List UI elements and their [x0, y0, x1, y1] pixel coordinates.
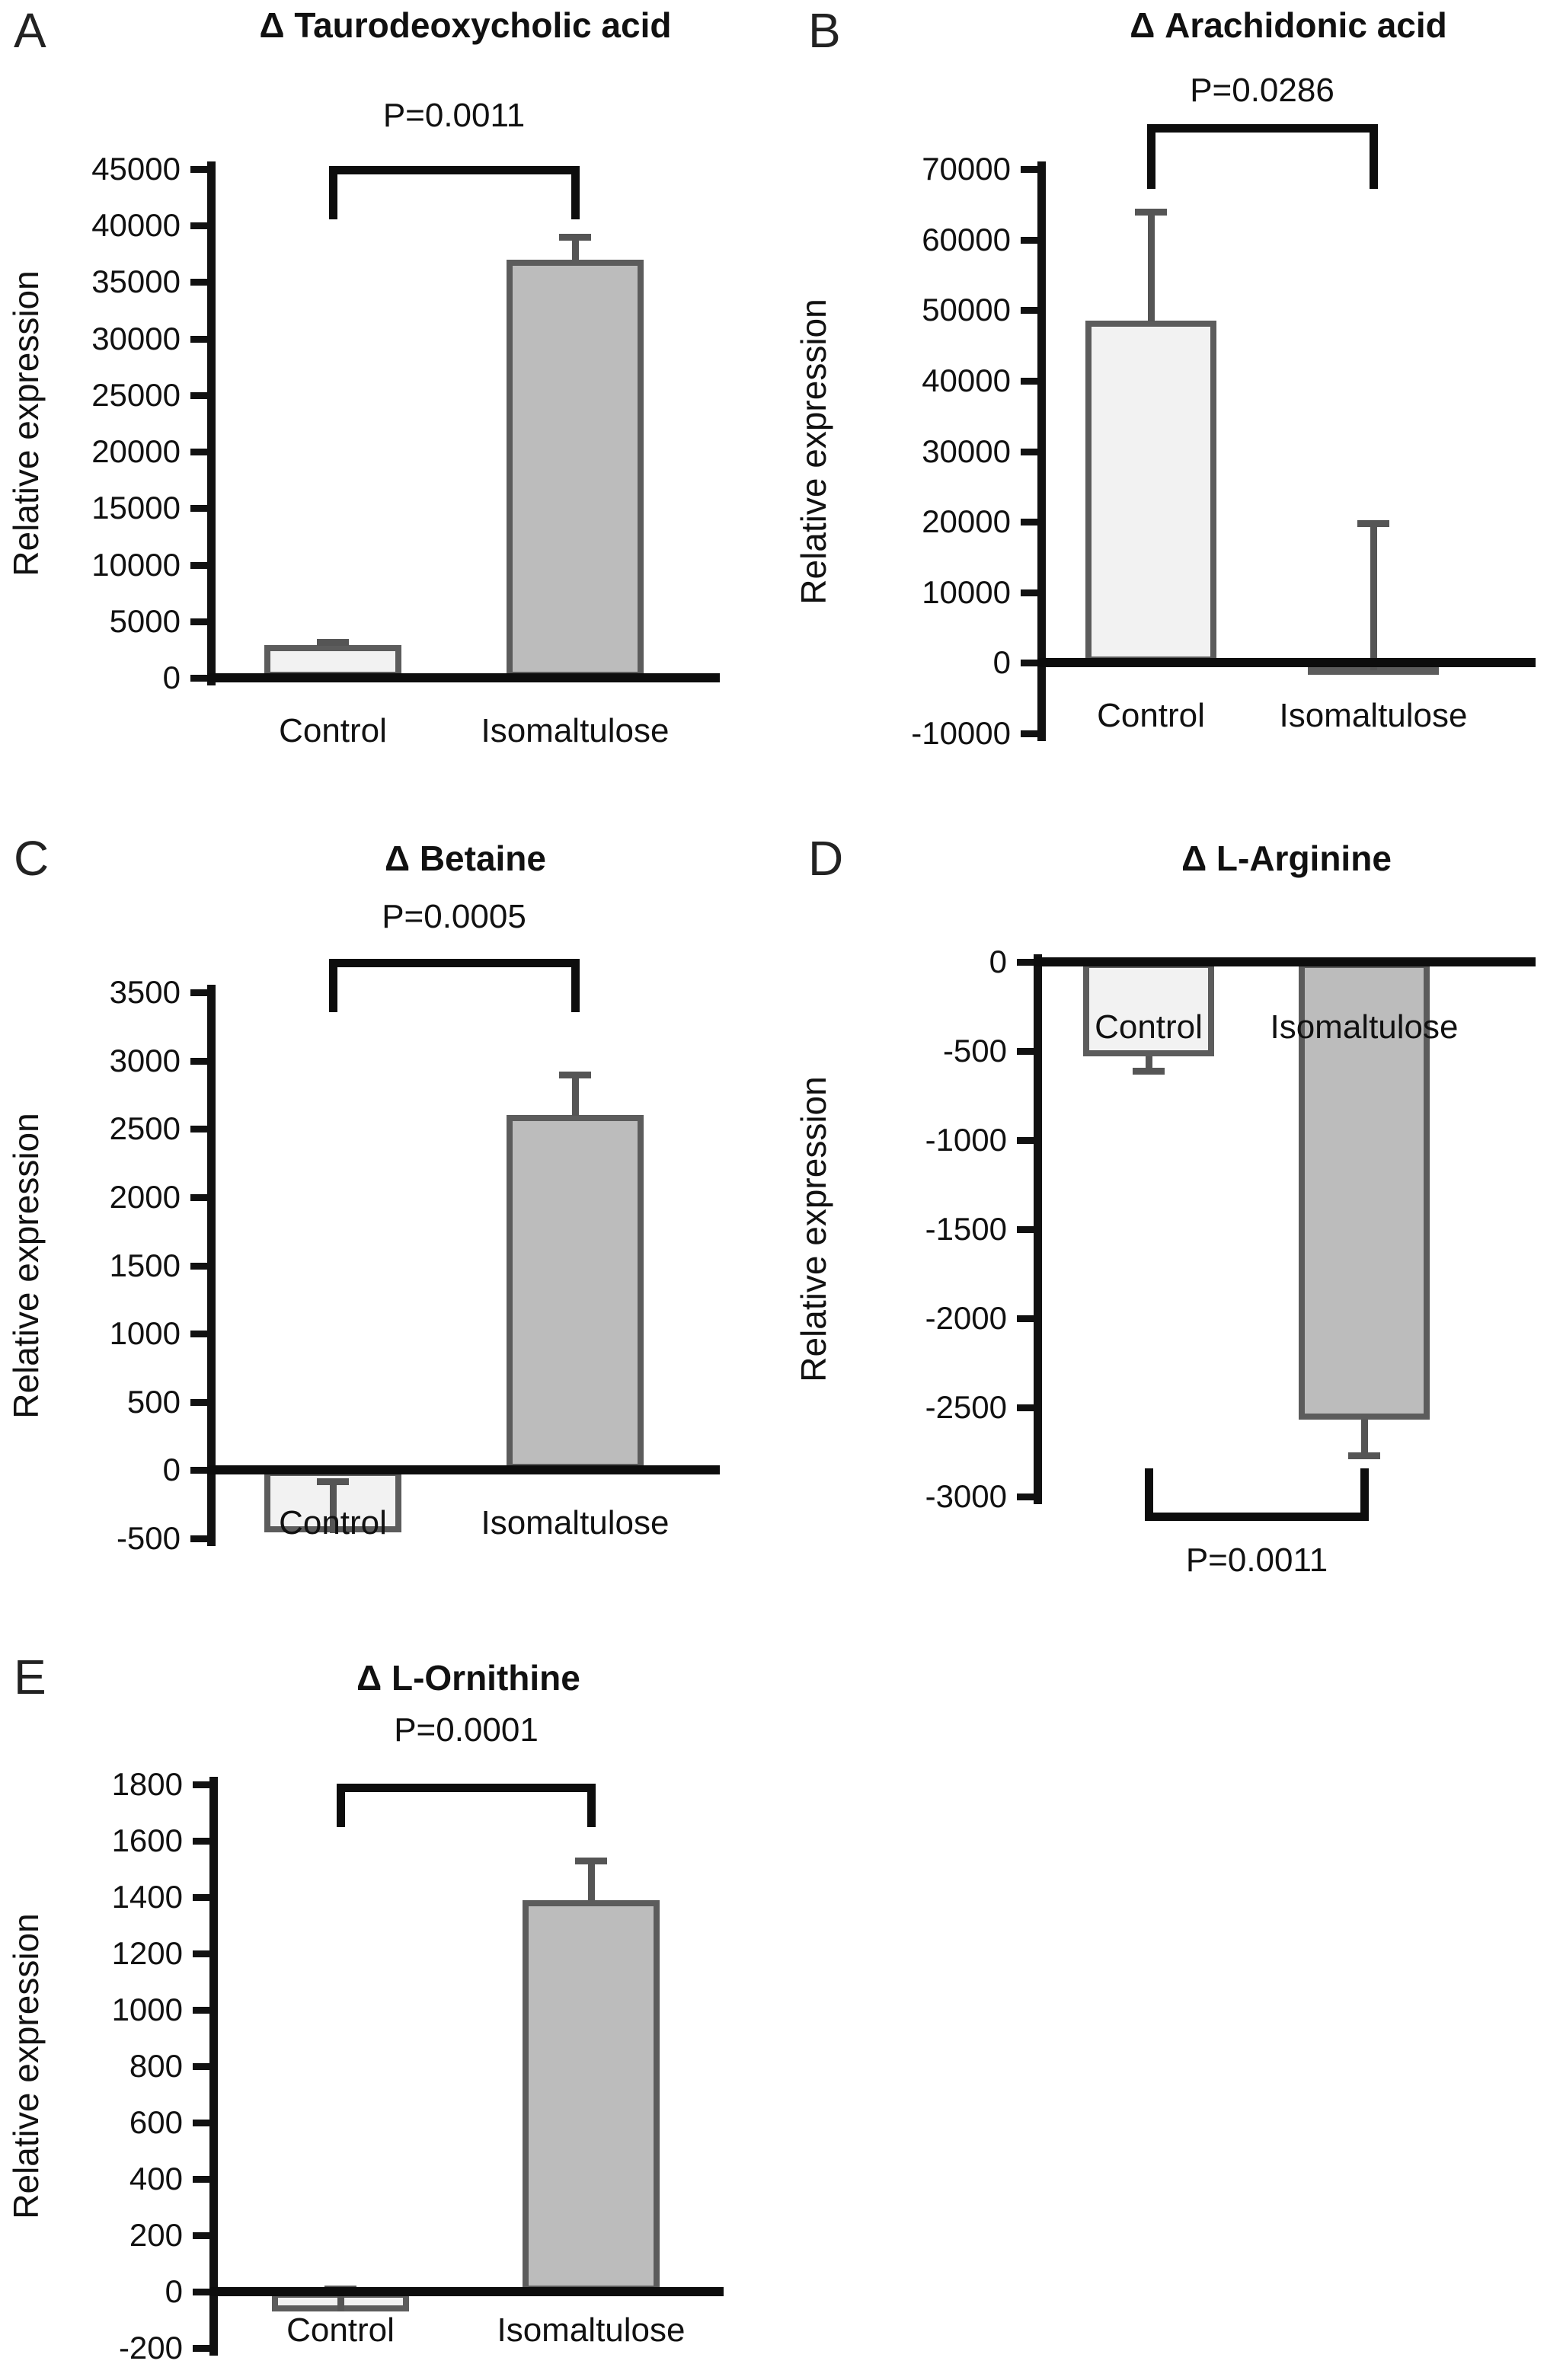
- significance-bracket-leg: [1370, 128, 1378, 189]
- y-tick-label: -1500: [925, 1211, 1007, 1247]
- y-tick-label: -1000: [925, 1122, 1007, 1158]
- y-tick-label: 15000: [91, 490, 181, 526]
- error-bar-stem: [588, 1861, 595, 1900]
- significance-bracket-leg: [1147, 128, 1155, 189]
- category-label-control: Control: [279, 1504, 387, 1541]
- y-tick-label: 1400: [111, 1879, 183, 1915]
- y-tick-label: 0: [162, 1452, 181, 1487]
- panel-letter-d: D: [808, 831, 844, 886]
- y-axis-tick: [190, 336, 211, 343]
- y-axis-tick: [1021, 449, 1041, 455]
- y-tick-label: -500: [116, 1520, 181, 1556]
- error-bar-cap: [1133, 1068, 1165, 1075]
- bar-isomaltulose: [523, 1900, 660, 2292]
- y-tick-label: 1200: [111, 1935, 183, 1971]
- panel-letter-e: E: [14, 1650, 46, 1704]
- y-tick-label: 600: [129, 2104, 183, 2140]
- category-label-control: Control: [1097, 697, 1205, 734]
- y-tick-label: 45000: [91, 151, 181, 187]
- y-axis-tick: [193, 2120, 213, 2126]
- error-bar-cap: [559, 234, 591, 241]
- y-tick-label: 2000: [109, 1179, 181, 1215]
- y-axis-tick: [1017, 1404, 1037, 1411]
- y-axis-tick: [1021, 166, 1041, 173]
- y-tick-label: 0: [992, 644, 1011, 680]
- y-axis-tick: [190, 279, 211, 286]
- y-tick-label: 10000: [91, 547, 181, 583]
- y-tick-label: 70000: [922, 151, 1011, 187]
- y-axis-tick: [1017, 1048, 1037, 1055]
- error-bar-stem: [1361, 1420, 1368, 1455]
- y-axis-tick: [1021, 378, 1041, 385]
- significance-bracket-line: [1147, 124, 1378, 133]
- chart-title: Δ Betaine: [384, 839, 546, 878]
- y-axis-tick: [193, 1781, 213, 1788]
- y-axis-tick: [190, 1194, 211, 1201]
- y-tick-label: 60000: [922, 222, 1011, 257]
- y-tick-label: -10000: [911, 715, 1011, 751]
- y-tick-label: 0: [165, 2273, 183, 2309]
- error-bar-cap: [1357, 520, 1389, 527]
- significance-bracket-line: [1145, 1513, 1369, 1521]
- category-label-control: Control: [279, 712, 387, 749]
- y-axis-tick: [190, 449, 211, 455]
- y-axis-tick: [190, 1399, 211, 1406]
- error-bar-cap: [575, 1858, 607, 1864]
- error-bar-stem: [572, 1075, 579, 1116]
- y-axis-tick: [190, 989, 211, 996]
- y-axis-tick: [190, 1058, 211, 1065]
- y-axis-tick: [190, 562, 211, 569]
- p-value-label: P=0.0005: [382, 898, 526, 935]
- y-tick-label: 40000: [91, 207, 181, 243]
- y-axis-tick: [190, 618, 211, 625]
- y-axis-tick: [1017, 1137, 1037, 1144]
- y-axis-tick: [190, 166, 211, 173]
- y-tick-label: 35000: [91, 264, 181, 299]
- x-axis-baseline: [1034, 957, 1536, 966]
- significance-bracket-leg: [571, 170, 580, 219]
- significance-bracket-line: [329, 959, 580, 967]
- bar-isomaltulose: [507, 260, 644, 678]
- significance-bracket-leg: [571, 963, 580, 1012]
- y-tick-label: 1000: [111, 1992, 183, 2027]
- y-axis-tick: [190, 505, 211, 512]
- bar-control: [1085, 321, 1216, 663]
- y-axis-tick: [190, 392, 211, 399]
- chart-title: Δ Arachidonic acid: [1130, 5, 1447, 45]
- p-value-label: P=0.0011: [382, 97, 526, 134]
- error-bar-cap: [317, 639, 349, 646]
- y-axis-label: Relative expression: [6, 1113, 46, 1419]
- panel-d: [774, 792, 1547, 1622]
- p-value-label: P=0.0001: [394, 1711, 539, 1749]
- error-bar-cap: [559, 1072, 591, 1078]
- x-axis-baseline: [207, 1465, 720, 1474]
- y-tick-label: -500: [942, 1033, 1007, 1069]
- y-tick-label: 25000: [91, 377, 181, 413]
- y-axis-tick: [193, 1950, 213, 1957]
- y-tick-label: 0: [989, 944, 1007, 979]
- category-label-isomaltulose: Isomaltulose: [497, 2311, 686, 2349]
- y-axis-tick: [193, 2232, 213, 2239]
- significance-bracket-line: [337, 1784, 596, 1792]
- y-axis-tick: [1021, 519, 1041, 526]
- p-value-label: P=0.0011: [1185, 1541, 1328, 1579]
- y-tick-label: 2500: [109, 1110, 181, 1146]
- y-tick-label: 3500: [109, 974, 181, 1010]
- category-label-isomaltulose: Isomaltulose: [481, 712, 670, 749]
- x-axis-baseline: [209, 2287, 724, 2296]
- category-label-control: Control: [1095, 1008, 1203, 1046]
- y-axis-label: Relative expression: [794, 1076, 833, 1382]
- y-axis-tick: [193, 2007, 213, 2014]
- chart-title: Δ L-Arginine: [1181, 839, 1392, 878]
- y-tick-label: -2000: [925, 1300, 1007, 1336]
- x-axis-baseline: [207, 673, 720, 682]
- chart-title: Δ Taurodeoxycholic acid: [259, 5, 672, 45]
- p-value-label: P=0.0286: [1190, 72, 1334, 109]
- y-axis-tick: [1017, 1226, 1037, 1233]
- significance-bracket-leg: [587, 1787, 596, 1827]
- y-tick-label: 500: [126, 1384, 181, 1420]
- y-axis-tick: [193, 2063, 213, 2070]
- significance-bracket-leg: [329, 963, 337, 1012]
- error-bar-stem: [1370, 523, 1377, 670]
- y-axis-tick: [1017, 1493, 1037, 1500]
- y-axis-tick: [190, 1331, 211, 1337]
- y-tick-label: 20000: [922, 503, 1011, 539]
- y-axis-tick: [190, 1263, 211, 1270]
- y-tick-label: 10000: [922, 574, 1011, 610]
- y-axis-tick: [193, 1838, 213, 1845]
- y-tick-label: 0: [162, 660, 181, 695]
- y-tick-label: -3000: [925, 1478, 1007, 1514]
- y-tick-label: 200: [129, 2217, 183, 2253]
- y-tick-label: 800: [129, 2048, 183, 2084]
- y-tick-label: 1600: [111, 1823, 183, 1858]
- x-axis-baseline: [1037, 658, 1536, 667]
- y-axis-tick: [1021, 589, 1041, 596]
- significance-bracket-line: [329, 166, 580, 174]
- y-tick-label: -200: [118, 2330, 183, 2366]
- y-axis: [207, 161, 216, 685]
- y-tick-label: 30000: [91, 321, 181, 356]
- error-bar-cap: [1135, 209, 1167, 216]
- panel-b: [774, 0, 1547, 792]
- y-tick-label: -2500: [925, 1389, 1007, 1425]
- panel-letter-b: B: [808, 3, 841, 58]
- y-tick-label: 1500: [109, 1248, 181, 1283]
- y-axis-label: Relative expression: [794, 299, 833, 605]
- error-bar-cap: [317, 1478, 349, 1485]
- panel-c: [0, 792, 773, 1622]
- category-label-control: Control: [286, 2311, 395, 2349]
- y-axis-tick: [193, 2176, 213, 2183]
- y-axis-tick: [1021, 307, 1041, 314]
- panel-letter-c: C: [14, 831, 50, 886]
- y-axis-tick: [190, 222, 211, 229]
- y-tick-label: 5000: [109, 603, 181, 639]
- bar-isomaltulose: [507, 1115, 644, 1470]
- y-axis-label: Relative expression: [6, 270, 46, 577]
- y-tick-label: 3000: [109, 1043, 181, 1078]
- y-axis-tick: [190, 1126, 211, 1132]
- category-label-isomaltulose: Isomaltulose: [481, 1504, 670, 1541]
- significance-bracket-leg: [1360, 1468, 1369, 1516]
- category-label-isomaltulose: Isomaltulose: [1270, 1008, 1459, 1046]
- y-tick-label: 20000: [91, 433, 181, 469]
- error-bar-stem: [1148, 212, 1155, 321]
- panel-letter-a: A: [14, 3, 46, 58]
- y-tick-label: 50000: [922, 292, 1011, 327]
- y-axis-tick: [193, 1894, 213, 1901]
- significance-bracket-leg: [337, 1787, 345, 1827]
- chart-title: Δ L-Ornithine: [356, 1658, 580, 1698]
- y-axis-tick: [1021, 237, 1041, 244]
- y-tick-label: 30000: [922, 433, 1011, 469]
- category-label-isomaltulose: Isomaltulose: [1279, 697, 1468, 734]
- significance-bracket-leg: [1145, 1468, 1153, 1516]
- y-axis-tick: [1017, 1315, 1037, 1322]
- significance-bracket-leg: [329, 170, 337, 219]
- panel-e: [0, 1622, 773, 2380]
- y-tick-label: 1800: [111, 1766, 183, 1802]
- y-tick-label: 1000: [109, 1315, 181, 1351]
- y-axis-label: Relative expression: [6, 1913, 46, 2219]
- error-bar-cap: [1348, 1452, 1380, 1459]
- y-tick-label: 40000: [922, 363, 1011, 398]
- panel-a: [0, 0, 773, 792]
- y-tick-label: 400: [129, 2161, 183, 2196]
